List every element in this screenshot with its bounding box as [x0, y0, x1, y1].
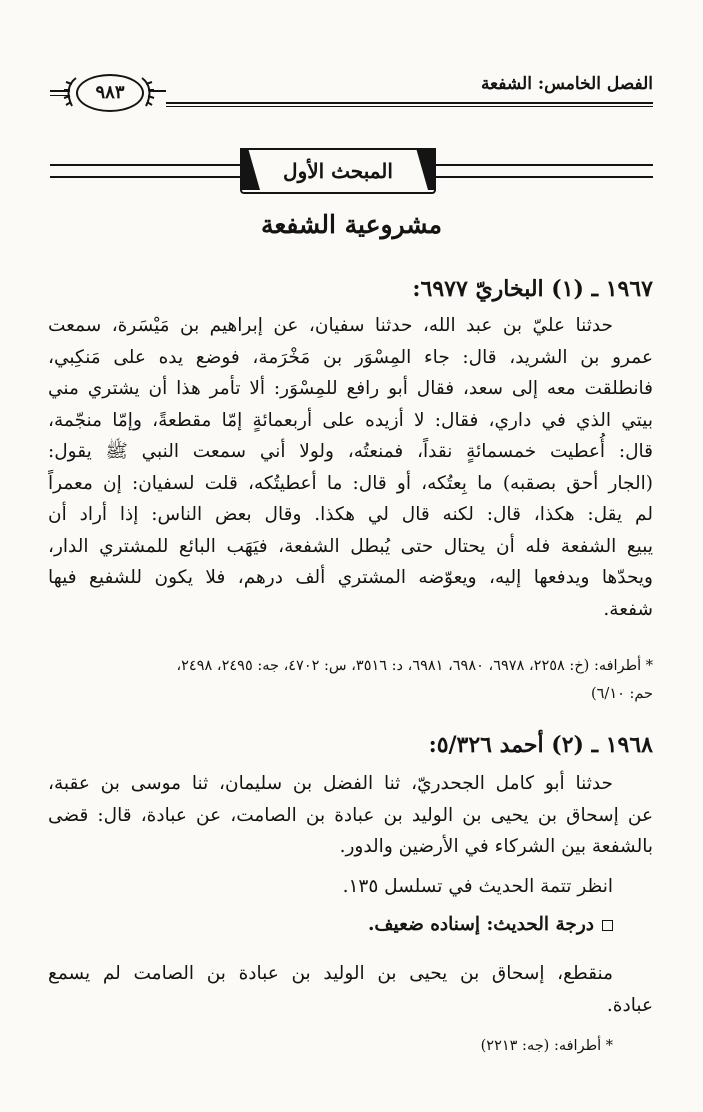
banner-corner-left	[240, 148, 260, 190]
text-line: عن إسحاق بن يحيى بن الوليد بن عبادة بن الصامت، عن عبادة، قال: قضى	[48, 804, 653, 826]
banner-corner-right	[416, 148, 436, 190]
hadith-references-1968	[48, 1032, 613, 1060]
page-number: ٩٨٣	[76, 74, 144, 112]
laurel-right-icon	[138, 76, 156, 108]
reference-line: * أطرافه: (خ: ٢٢٥٨، ٦٩٧٨، ٦٩٨٠، ٦٩٨١، د: ٣٥١٦، س: ٤٧٠٢، جه: ٢٤٩٥، ٢٤٩٨،	[176, 658, 653, 674]
text-line: حدثنا أبو كامل الجحدريّ، ثنا الفضل بن سليمان، ثنا موسى بن عقبة،	[48, 773, 613, 794]
text-line: ويحدّها ويدفعها إليه، ويعوّضه المشتري ألف درهم، فلا يكون للشفيع فيها	[48, 567, 653, 588]
text-line: عمرو بن الشريد، قال: جاء المِسْوَر بن مَخْرَمة، فوضع يده على مَنكِبي،	[48, 346, 653, 368]
text-line: قال: أُعطيت خمسمائةٍ نقداً، فمنعتُه، ولولا أني سمعت النبي ﷺ يقول:	[48, 441, 653, 462]
hadith-heading-1967: ١٩٦٧ ـ (١) البخاريّ ٦٩٧٧:	[412, 276, 653, 302]
hadith-grade-text: درجة الحديث: إسناده ضعيف.	[367, 914, 594, 935]
reference-line: * أطرافه: (جه: ٢٢١٣)	[480, 1038, 613, 1054]
banner-rule-left	[50, 164, 240, 178]
text-line: (الجار أحق بصقبه) ما بِعتُكه، أو قال: ما أعطيتُكه، قلت لسفيان: إن معمراً	[48, 472, 653, 494]
see-also-note: انظر تتمة الحديث في تسلسل ١٣٥.	[342, 876, 613, 897]
grade-explanation	[48, 958, 653, 1021]
hadith-text-1968	[48, 768, 653, 863]
hadith-heading-1968: ١٩٦٨ ـ (٢) أحمد ٥/٣٢٦:	[428, 732, 653, 758]
text-line: يبيع الشفعة فله أن يحتال حتى يُبطل الشفعة، فيَهَب البائع للمشتري الدار،	[48, 535, 653, 557]
text-line: بيتي الذي في داري، فقال: لا أزيده على أربعمائةٍ إمّا مقطعةً، وإمّا منجّمة،	[48, 409, 653, 431]
text-line: حدثنا عليّ بن عبد الله، حدثنا سفيان، عن إبراهيم بن مَيْسَرة، سمعت	[48, 315, 613, 336]
hadith-text-1967	[48, 310, 653, 625]
text-line: عبادة.	[606, 994, 653, 1016]
hadith-grade	[368, 914, 613, 935]
text-line: بالشفعة بين الشركاء في الأرضين والدور.	[339, 836, 653, 857]
hadith-references-1967	[48, 652, 653, 708]
page-number-ornament	[50, 70, 166, 114]
text-line: لم يقل: هكذا، قال: لكنه قال لي هكذا. وقال بعض الناس: إذا أراد أن	[48, 504, 653, 525]
text-line: فانطلقت معه إلى سعد، فقال أبو رافع للمِسْوَر: ألا تأمر هذا أن يشتري مني	[48, 378, 653, 399]
section-title: مشروعية الشفعة	[260, 210, 443, 239]
chapter-title: الفصل الخامس: الشفعة	[480, 74, 653, 94]
text-line: شفعة.	[603, 598, 653, 620]
square-bullet-icon	[602, 920, 613, 931]
banner-rule-right	[432, 164, 653, 178]
text-line: منقطع، إسحاق بن يحيى بن الوليد بن عبادة بن الصامت لم يسمع	[48, 963, 613, 984]
section-banner	[240, 148, 436, 194]
reference-line: حم: ٦/١٠)	[590, 686, 653, 702]
section-banner-label: المبحث الأول	[283, 159, 393, 183]
ornament-line-right	[150, 90, 166, 92]
